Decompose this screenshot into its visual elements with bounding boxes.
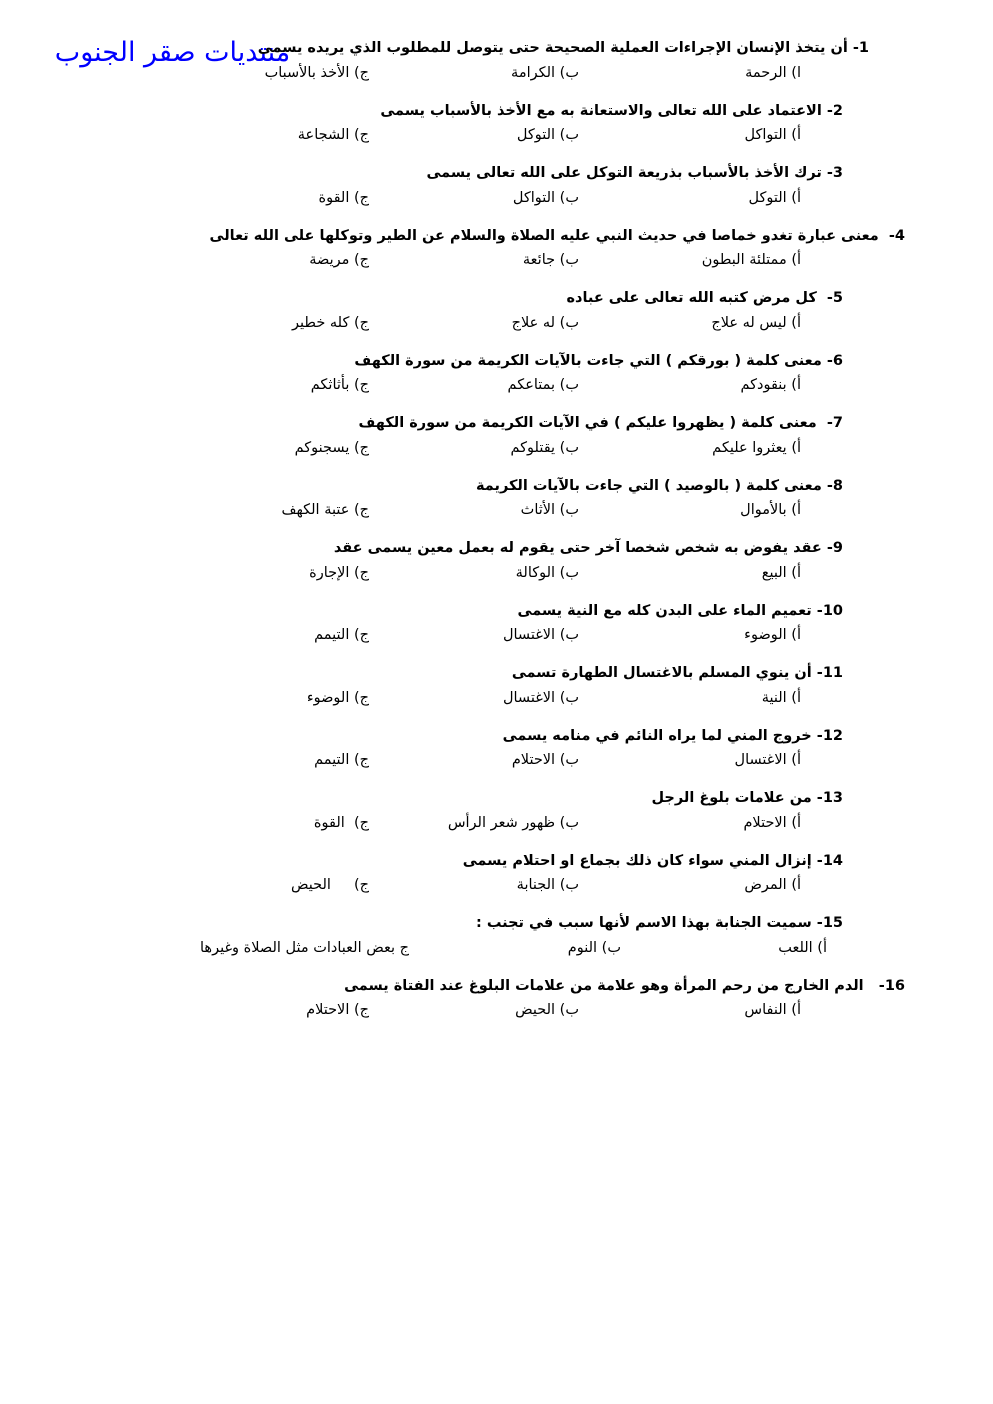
question-text: 7- معنى كلمة ( يظهروا عليكم ) في الآيات الكريمة من سورة الكهف [358,415,843,431]
option-a[interactable]: أ) ممتلئة البطون [701,252,801,269]
question-text: 15- سميت الجنابة بهذا الاسم لأنها سبب في تجنب : [475,915,843,931]
option-a[interactable]: أ) الوضوء [744,627,801,644]
option-a[interactable]: أ) ليس له علاج [711,314,801,331]
option-a[interactable]: أ) الاغتسال [734,752,801,769]
option-row [128,688,843,710]
option-a[interactable]: أ) البيع [761,564,801,581]
forum-watermark: منتديات صقر الجنوب [54,37,291,68]
option-c[interactable]: ج) عتبة الكهف [281,502,369,519]
option-b[interactable]: ب) جائعة [522,252,579,269]
option-c[interactable]: ج) يسجنوكم [294,439,369,456]
option-a[interactable]: ا) الرحمة [745,64,801,81]
option-c[interactable]: ج) الحيض [290,877,369,894]
question-block [128,413,843,460]
question-block [128,163,843,210]
question-block [128,538,843,585]
option-row [128,375,843,397]
option-a[interactable]: أ) بالأموال [740,502,801,519]
question-block [128,101,843,148]
question-text: 9- عقد يفوض به شخص شخصا آخر حتى يقوم له بعمل معين يسمى عقد [333,540,843,556]
option-row [128,563,843,585]
question-text: 10- تعميم الماء على البدن كله مع النية يسمى [517,602,843,619]
question-text: 12- خروج المني لما يراه النائم في منامه يسمى [502,727,843,744]
question-text: 4- معنى عبارة تغدو خماصا في حديث النبي عليه الصلاة والسلام عن الطير وتوكلها على الله تعالى [209,227,905,244]
option-a[interactable]: أ) بنقودكم [740,377,801,394]
question-text: 6- معنى كلمة ( بورقكم ) التي جاءت بالآيات الكريمة من سورة الكهف [354,352,843,369]
question-block [128,288,843,335]
option-b[interactable]: ب) الحيض [515,1002,579,1019]
option-c[interactable]: ج) القوة [318,189,369,206]
question-text: 16- الدم الخارج من رحم المرأة وهو علامة من علامات البلوغ عند الفتاة يسمى [344,977,905,994]
option-a[interactable]: أ) المرض [744,877,801,894]
option-a[interactable]: أ) النية [761,689,801,706]
option-c[interactable]: ج) كله خطير [292,314,369,331]
option-c[interactable]: ج) التيمم [314,627,369,644]
option-c[interactable]: ج بعض العبادات مثل الصلاة وغيرها [200,939,409,956]
option-a[interactable]: أ) التوكل [748,189,801,206]
option-b[interactable]: ب) الوكالة [515,564,579,581]
option-row [128,875,843,897]
option-c[interactable]: ج) الوضوء [306,689,369,706]
question-block [128,226,905,273]
option-b[interactable]: ب) الجنابة [516,877,579,894]
option-b[interactable]: ب) التواكل [512,189,579,206]
option-row [128,438,843,460]
option-c[interactable]: ج) مريضة [309,252,369,269]
option-row [128,125,843,147]
option-row [128,1000,843,1022]
option-a[interactable]: أ) النفاس [744,1002,801,1019]
option-row [128,625,843,647]
option-b[interactable]: ب) النوم [567,939,621,956]
option-b[interactable]: ب) الاغتسال [502,689,579,706]
option-row [128,500,843,522]
question-text: 14- إنزال المني سواء كان ذلك بجماع او احتلام يسمى [462,852,843,869]
option-a[interactable]: أ) يعثروا عليكم [712,439,801,456]
option-b[interactable]: ب) التوكل [516,127,579,144]
option-row [128,63,843,85]
question-text: 1- أن يتخذ الإنسان الإجراءات العملية الصحيحة حتى يتوصل للمطلوب الذي يريده يسمى [257,40,869,56]
question-block [128,663,843,710]
option-c[interactable]: ج) القوة [313,814,369,831]
question-block [128,601,843,648]
option-row [128,250,843,272]
question-text: 11- أن ينوي المسلم بالاغتسال الطهارة تسمى [511,665,843,681]
option-b[interactable]: ب) يقتلوكم [510,439,579,456]
option-a[interactable]: أ) الاحتلام [743,814,801,831]
option-a[interactable]: أ) التواكل [744,127,801,144]
question-block [128,788,843,835]
option-b[interactable]: ب) بمتاعكم [507,377,579,394]
option-row [128,813,843,835]
option-b[interactable]: ب) الاحتلام [511,752,579,769]
option-c[interactable]: ج) الإجارة [309,564,369,581]
question-text: 2- الاعتماد على الله تعالى والاستعانة به مع الأخذ بالأسباب يسمى [380,102,843,119]
question-text: 3- ترك الأخذ بالأسباب بذريعة التوكل على الله تعالى يسمى [426,165,843,181]
option-a[interactable]: أ) اللعب [778,939,827,956]
option-c[interactable]: ج) التيمم [314,752,369,769]
option-b[interactable]: ب) الأثاث [520,502,579,519]
questions-container [128,38,905,1038]
option-b[interactable]: ب) الكرامة [511,64,579,81]
option-b[interactable]: ب) له علاج [511,314,579,331]
question-block [128,476,843,523]
option-b[interactable]: ب) الاغتسال [502,627,579,644]
question-block [128,351,843,398]
question-text: 8- معنى كلمة ( بالوصيد ) التي جاءت بالآيات الكريمة [475,477,843,494]
option-row [128,750,843,772]
question-text: 5- كل مرض كتبه الله تعالى على عباده [566,290,843,306]
option-b[interactable]: ب) ظهور شعر الرأس [447,814,579,831]
option-row [128,313,843,335]
option-row [128,188,843,210]
option-c[interactable]: ج) الشجاعة [297,127,369,144]
option-c[interactable]: ج) الأخذ بالأسباب [264,64,369,81]
question-text: 13- من علامات بلوغ الرجل [651,790,843,806]
question-block [128,851,843,898]
question-block [128,913,843,960]
option-c[interactable]: ج) الاحتلام [306,1002,369,1019]
question-block [128,976,905,1023]
option-c[interactable]: ج) بأثاثكم [310,377,369,394]
question-block [128,726,843,773]
option-row [128,938,843,960]
question-block [128,38,869,85]
